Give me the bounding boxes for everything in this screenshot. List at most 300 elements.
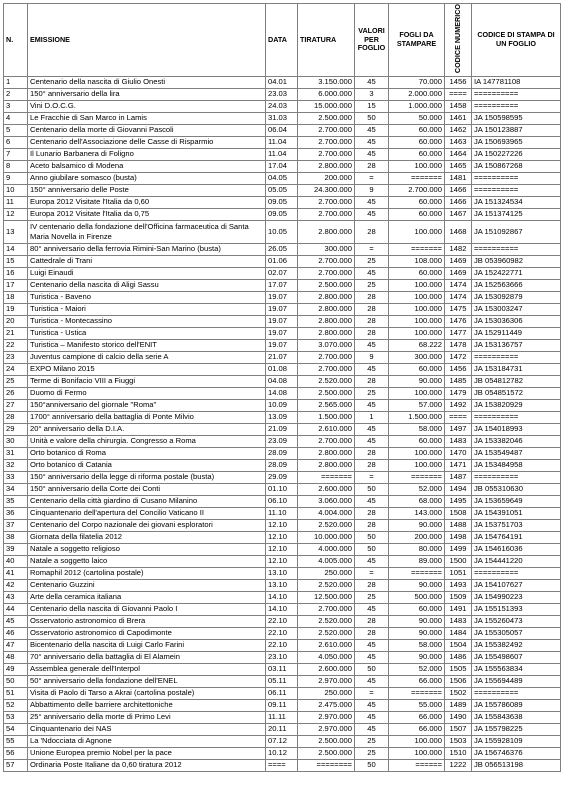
cell-number: 35 [4, 495, 28, 507]
cell-valori: 28 [355, 507, 389, 519]
cell-emissione: 150° anniversario della Corte dei Conti [28, 483, 266, 495]
cell-codice-stampa: JA 154990223 [472, 591, 561, 603]
cell-codice-numerico: 1485 [445, 375, 472, 387]
cell-codice-numerico: 1481 [445, 172, 472, 184]
cell-fogli: 100.000 [389, 327, 445, 339]
cell-codice-stampa: JA 155563834 [472, 663, 561, 675]
cell-data: 28.09 [266, 447, 298, 459]
cell-fogli: 60.000 [389, 267, 445, 279]
cell-tiratura: 2.500.000 [298, 112, 355, 124]
cell-tiratura: 2.475.000 [298, 699, 355, 711]
table-row [4, 603, 561, 615]
cell-emissione: Centenario della morte di Giovanni Pascoli [28, 124, 266, 136]
cell-fogli: ======= [389, 471, 445, 483]
cell-valori: 9 [355, 184, 389, 196]
cell-data: 28.09 [266, 459, 298, 471]
cell-tiratura: 2.800.000 [298, 220, 355, 243]
cell-codice-stampa: JB 055310630 [472, 483, 561, 495]
cell-codice-stampa: JA 155786089 [472, 699, 561, 711]
cell-valori: 45 [355, 423, 389, 435]
cell-valori: 45 [355, 639, 389, 651]
cell-data: 24.03 [266, 100, 298, 112]
cell-codice-stampa: ========== [472, 172, 561, 184]
cell-codice-numerico: 1493 [445, 579, 472, 591]
cell-fogli: 100.000 [389, 387, 445, 399]
cell-codice-stampa: JA 154107627 [472, 579, 561, 591]
cell-data: 11.04 [266, 136, 298, 148]
table-row [4, 711, 561, 723]
cell-emissione: 70° anniversario della battaglia di El Alamein [28, 651, 266, 663]
cell-codice-numerico: 1478 [445, 339, 472, 351]
cell-emissione: Ordinaria Poste Italiane da 0,60 tiratura 2012 [28, 759, 266, 771]
cell-tiratura: 2.700.000 [298, 267, 355, 279]
cell-codice-stampa: ========== [472, 100, 561, 112]
cell-data: 06.10 [266, 495, 298, 507]
cell-data: 22.10 [266, 615, 298, 627]
cell-tiratura: 2.800.000 [298, 327, 355, 339]
cell-codice-numerico: 1471 [445, 459, 472, 471]
cell-emissione: Turistica - Baveno [28, 291, 266, 303]
stamp-issues-table [3, 3, 561, 772]
cell-codice-numerico: 1483 [445, 435, 472, 447]
cell-data: 22.10 [266, 627, 298, 639]
cell-data: 09.05 [266, 196, 298, 208]
cell-emissione: Natale a soggetto religioso [28, 543, 266, 555]
cell-emissione: Centenario Guzzini [28, 579, 266, 591]
cell-codice-numerico: 1465 [445, 160, 472, 172]
cell-valori: 25 [355, 279, 389, 291]
cell-codice-numerico: 1476 [445, 315, 472, 327]
table-row [4, 303, 561, 315]
cell-emissione: Turistica - Ustica [28, 327, 266, 339]
cell-fogli: 66.000 [389, 675, 445, 687]
cell-fogli: 100.000 [389, 291, 445, 303]
cell-codice-stampa: JA 153484958 [472, 459, 561, 471]
cell-valori: 45 [355, 435, 389, 447]
cell-codice-stampa: JA 153136757 [472, 339, 561, 351]
cell-number: 46 [4, 627, 28, 639]
table-row [4, 543, 561, 555]
cell-valori: 28 [355, 627, 389, 639]
cell-fogli: 100.000 [389, 747, 445, 759]
cell-tiratura: 4.050.000 [298, 651, 355, 663]
cell-emissione: Duomo di Fermo [28, 387, 266, 399]
cell-tiratura: 2.800.000 [298, 160, 355, 172]
cell-emissione: Orto botanico di Catania [28, 459, 266, 471]
cell-data: 10.05 [266, 220, 298, 243]
cell-valori: 50 [355, 543, 389, 555]
cell-valori: 28 [355, 160, 389, 172]
cell-codice-stampa: JA 151092867 [472, 220, 561, 243]
cell-tiratura: 4.004.000 [298, 507, 355, 519]
cell-number: 48 [4, 651, 28, 663]
cell-codice-stampa: JA 153549487 [472, 447, 561, 459]
cell-codice-numerico: 1505 [445, 663, 472, 675]
table-row [4, 160, 561, 172]
cell-fogli: 500.000 [389, 591, 445, 603]
cell-codice-stampa: JA 153751703 [472, 519, 561, 531]
cell-data: 04.01 [266, 76, 298, 88]
cell-emissione: Cattedrale di Trani [28, 255, 266, 267]
cell-fogli: 60.000 [389, 124, 445, 136]
cell-number: 42 [4, 579, 28, 591]
cell-data: 13.10 [266, 567, 298, 579]
cell-emissione: Juventus campione di calcio della serie A [28, 351, 266, 363]
cell-tiratura: 4.000.000 [298, 543, 355, 555]
table-row [4, 615, 561, 627]
cell-emissione: IV centenario della fondazione dell'Officina farmaceutica di Santa Maria Novella in Firenze [28, 220, 266, 243]
cell-codice-numerico: 1467 [445, 208, 472, 220]
cell-codice-numerico: 1474 [445, 291, 472, 303]
cell-codice-numerico: 1509 [445, 591, 472, 603]
cell-valori: 25 [355, 591, 389, 603]
cell-codice-stampa: JA 155382492 [472, 639, 561, 651]
table-row [4, 423, 561, 435]
cell-tiratura: 2.520.000 [298, 579, 355, 591]
cell-codice-numerico: 1504 [445, 639, 472, 651]
table-row [4, 435, 561, 447]
cell-number: 47 [4, 639, 28, 651]
cell-fogli: 100.000 [389, 735, 445, 747]
table-row [4, 411, 561, 423]
cell-valori: 50 [355, 112, 389, 124]
cell-valori: 45 [355, 267, 389, 279]
table-row [4, 639, 561, 651]
cell-codice-numerico: 1464 [445, 148, 472, 160]
cell-valori: 45 [355, 399, 389, 411]
table-row [4, 351, 561, 363]
cell-number: 28 [4, 411, 28, 423]
cell-number: 33 [4, 471, 28, 483]
cell-codice-numerico: 1482 [445, 243, 472, 255]
cell-codice-numerico: 1510 [445, 747, 472, 759]
cell-fogli: 58.000 [389, 423, 445, 435]
cell-tiratura: 250.000 [298, 567, 355, 579]
cell-number: 10 [4, 184, 28, 196]
cell-emissione: EXPO Milano 2015 [28, 363, 266, 375]
cell-codice-numerico: 1486 [445, 651, 472, 663]
cell-emissione: Terme di Bonifacio VIII a Fiuggi [28, 375, 266, 387]
table-row [4, 88, 561, 100]
cell-data: 20.11 [266, 723, 298, 735]
cell-fogli: ======= [389, 567, 445, 579]
cell-tiratura: 12.500.000 [298, 591, 355, 603]
cell-codice-numerico: 1508 [445, 507, 472, 519]
cell-fogli: ======= [389, 687, 445, 699]
cell-number: 26 [4, 387, 28, 399]
table-row [4, 267, 561, 279]
cell-codice-stampa: ========== [472, 351, 561, 363]
cell-number: 52 [4, 699, 28, 711]
cell-codice-stampa: JA 155305057 [472, 627, 561, 639]
cell-tiratura: 2.800.000 [298, 303, 355, 315]
cell-data: 04.05 [266, 172, 298, 184]
cell-data: 29.09 [266, 471, 298, 483]
header-codice-numerico [445, 4, 472, 77]
cell-codice-numerico: 1489 [445, 699, 472, 711]
cell-emissione: Centenario dell'Associazione delle Casse di Risparmio [28, 136, 266, 148]
cell-codice-stampa: ========== [472, 567, 561, 579]
table-row [4, 495, 561, 507]
header-data: DATA [266, 4, 298, 77]
cell-number: 11 [4, 196, 28, 208]
cell-codice-stampa: JA 155151393 [472, 603, 561, 615]
cell-tiratura: 2.610.000 [298, 423, 355, 435]
cell-valori: 45 [355, 124, 389, 136]
cell-codice-stampa: JA 155798225 [472, 723, 561, 735]
table-row [4, 483, 561, 495]
table-row [4, 184, 561, 196]
cell-number: 40 [4, 555, 28, 567]
cell-number: 25 [4, 375, 28, 387]
cell-codice-numerico: 1491 [445, 603, 472, 615]
cell-data: 12.10 [266, 531, 298, 543]
cell-fogli: 108.000 [389, 255, 445, 267]
cell-tiratura: 200.000 [298, 172, 355, 184]
cell-valori: 28 [355, 303, 389, 315]
cell-data: 19.07 [266, 291, 298, 303]
cell-data: 09.11 [266, 699, 298, 711]
cell-fogli: 68.000 [389, 495, 445, 507]
cell-tiratura: 2.700.000 [298, 148, 355, 160]
cell-fogli: 100.000 [389, 315, 445, 327]
cell-codice-stampa: JA 150693965 [472, 136, 561, 148]
cell-valori: 25 [355, 747, 389, 759]
cell-data: 19.07 [266, 339, 298, 351]
cell-data: 14.08 [266, 387, 298, 399]
cell-valori: 28 [355, 220, 389, 243]
table-row [4, 507, 561, 519]
cell-data: 31.03 [266, 112, 298, 124]
table-row [4, 172, 561, 184]
cell-codice-numerico: 1497 [445, 423, 472, 435]
cell-fogli: 60.000 [389, 435, 445, 447]
cell-tiratura: 2.970.000 [298, 723, 355, 735]
cell-fogli: 60.000 [389, 136, 445, 148]
cell-fogli: 66.000 [389, 723, 445, 735]
cell-fogli: 200.000 [389, 531, 445, 543]
cell-emissione: 20° anniversario della D.I.A. [28, 423, 266, 435]
cell-emissione: Il Lunario Barbanera di Foligno [28, 148, 266, 160]
cell-tiratura: ======== [298, 759, 355, 771]
cell-emissione: Arte della ceramica italiana [28, 591, 266, 603]
table-row [4, 339, 561, 351]
cell-number: 24 [4, 363, 28, 375]
cell-valori: 45 [355, 363, 389, 375]
cell-fogli: 90.000 [389, 627, 445, 639]
table-row [4, 447, 561, 459]
cell-valori: 45 [355, 148, 389, 160]
cell-tiratura: 4.005.000 [298, 555, 355, 567]
cell-codice-stampa: JA 150867268 [472, 160, 561, 172]
cell-tiratura: 2.610.000 [298, 639, 355, 651]
cell-codice-stampa: JA 153003247 [472, 303, 561, 315]
cell-fogli: 57.000 [389, 399, 445, 411]
cell-emissione: 150° anniversario delle Poste [28, 184, 266, 196]
cell-valori: 45 [355, 495, 389, 507]
cell-codice-stampa: JA 153184731 [472, 363, 561, 375]
cell-data: 17.07 [266, 279, 298, 291]
cell-data: 11.10 [266, 507, 298, 519]
cell-tiratura: 3.060.000 [298, 495, 355, 507]
cell-tiratura: 2.800.000 [298, 459, 355, 471]
cell-data: 12.10 [266, 555, 298, 567]
cell-emissione: Assemblea generale dell'Interpol [28, 663, 266, 675]
cell-emissione: Europa 2012 Visitate l'Italia da 0,75 [28, 208, 266, 220]
cell-tiratura: 15.000.000 [298, 100, 355, 112]
cell-codice-stampa: JA 153092879 [472, 291, 561, 303]
cell-codice-stampa: JA 155843638 [472, 711, 561, 723]
cell-tiratura: 2.500.000 [298, 735, 355, 747]
cell-codice-stampa: JA 151324534 [472, 196, 561, 208]
cell-emissione: La 'Ndocciata di Agnone [28, 735, 266, 747]
table-row [4, 531, 561, 543]
cell-fogli: 100.000 [389, 160, 445, 172]
cell-tiratura: 2.800.000 [298, 315, 355, 327]
cell-tiratura: 2.970.000 [298, 675, 355, 687]
cell-fogli: 143.000 [389, 507, 445, 519]
cell-tiratura: 2.500.000 [298, 279, 355, 291]
cell-codice-stampa: JA 152563666 [472, 279, 561, 291]
cell-data: 12.10 [266, 519, 298, 531]
cell-emissione: Centenario del Corpo nazionale dei giovani esploratori [28, 519, 266, 531]
cell-codice-numerico: 1468 [445, 220, 472, 243]
cell-codice-stampa: JA 153820929 [472, 399, 561, 411]
cell-codice-stampa: JB 054812782 [472, 375, 561, 387]
cell-data: 07.12 [266, 735, 298, 747]
cell-emissione: Turistica - Montecassino [28, 315, 266, 327]
cell-emissione: Osservatorio astronomico di Capodimonte [28, 627, 266, 639]
cell-number: 56 [4, 747, 28, 759]
cell-tiratura: 2.700.000 [298, 351, 355, 363]
table-row [4, 399, 561, 411]
cell-number: 12 [4, 208, 28, 220]
cell-codice-numerico: 1488 [445, 519, 472, 531]
table-row [4, 387, 561, 399]
cell-codice-numerico: 1474 [445, 279, 472, 291]
cell-codice-numerico: 1456 [445, 76, 472, 88]
table-row [4, 759, 561, 771]
cell-number: 16 [4, 267, 28, 279]
cell-number: 38 [4, 531, 28, 543]
cell-codice-stampa: JA 155694489 [472, 675, 561, 687]
table-row [4, 136, 561, 148]
table-row [4, 375, 561, 387]
cell-fogli: 300.000 [389, 351, 445, 363]
cell-number: 14 [4, 243, 28, 255]
cell-codice-stampa: JA 154441220 [472, 555, 561, 567]
cell-codice-stampa: JA 155928109 [472, 735, 561, 747]
cell-number: 30 [4, 435, 28, 447]
cell-valori: 45 [355, 76, 389, 88]
cell-fogli: ======= [389, 243, 445, 255]
cell-valori: 45 [355, 699, 389, 711]
cell-number: 8 [4, 160, 28, 172]
header-n: N. [4, 4, 28, 77]
cell-emissione: Osservatorio astronomico di Brera [28, 615, 266, 627]
table-row [4, 112, 561, 124]
cell-number: 3 [4, 100, 28, 112]
cell-data: 22.10 [266, 639, 298, 651]
cell-codice-numerico: 1484 [445, 627, 472, 639]
cell-tiratura: 2.500.000 [298, 387, 355, 399]
cell-emissione: 25° anniversario della morte di Primo Levi [28, 711, 266, 723]
cell-codice-numerico: 1490 [445, 711, 472, 723]
cell-fogli: 60.000 [389, 196, 445, 208]
cell-data: 01.06 [266, 255, 298, 267]
cell-valori: 45 [355, 723, 389, 735]
cell-codice-stampa: JA 151374125 [472, 208, 561, 220]
cell-data: 26.05 [266, 243, 298, 255]
cell-codice-numerico: 1461 [445, 112, 472, 124]
cell-emissione: Romaphil 2012 (cartolina postale) [28, 567, 266, 579]
cell-valori: 28 [355, 327, 389, 339]
table-row [4, 315, 561, 327]
cell-fogli: 100.000 [389, 220, 445, 243]
cell-number: 49 [4, 663, 28, 675]
cell-number: 34 [4, 483, 28, 495]
cell-valori: 50 [355, 759, 389, 771]
cell-tiratura: 2.800.000 [298, 447, 355, 459]
cell-number: 44 [4, 603, 28, 615]
table-row [4, 735, 561, 747]
cell-valori: 45 [355, 196, 389, 208]
cell-emissione: Bicentenario della nascita di Luigi Carlo Farini [28, 639, 266, 651]
table-row [4, 327, 561, 339]
cell-codice-numerico: 1456 [445, 363, 472, 375]
table-row [4, 699, 561, 711]
cell-fogli: 100.000 [389, 279, 445, 291]
cell-emissione: Orto botanico di Roma [28, 447, 266, 459]
cell-valori: = [355, 243, 389, 255]
cell-valori: 28 [355, 447, 389, 459]
cell-tiratura: 2.520.000 [298, 375, 355, 387]
cell-data: 12.10 [266, 543, 298, 555]
cell-number: 7 [4, 148, 28, 160]
cell-data: 10.09 [266, 399, 298, 411]
cell-fogli: 52.000 [389, 663, 445, 675]
cell-data: 01.08 [266, 363, 298, 375]
cell-codice-numerico: 1466 [445, 196, 472, 208]
cell-tiratura: 2.520.000 [298, 615, 355, 627]
cell-tiratura: 2.700.000 [298, 136, 355, 148]
cell-number: 13 [4, 220, 28, 243]
cell-data: 14.10 [266, 603, 298, 615]
table-row [4, 663, 561, 675]
table-row [4, 723, 561, 735]
cell-codice-numerico: 1470 [445, 447, 472, 459]
cell-emissione: Unione Europea premio Nobel per la pace [28, 747, 266, 759]
cell-data: 23.03 [266, 88, 298, 100]
cell-emissione: Centenario della nascita di Giovanni Paolo I [28, 603, 266, 615]
cell-codice-stampa: JA 156746376 [472, 747, 561, 759]
cell-codice-numerico: 1469 [445, 267, 472, 279]
cell-tiratura: 2.700.000 [298, 196, 355, 208]
cell-codice-stampa: JA 154018993 [472, 423, 561, 435]
cell-number: 23 [4, 351, 28, 363]
cell-tiratura: 300.000 [298, 243, 355, 255]
header-tiratura: TIRATURA [298, 4, 355, 77]
cell-data: 06.04 [266, 124, 298, 136]
table-row [4, 148, 561, 160]
cell-tiratura: 2.520.000 [298, 519, 355, 531]
cell-emissione: 80° anniversario della ferrovia Rimini-San Marino (busta) [28, 243, 266, 255]
cell-codice-numerico: 1479 [445, 387, 472, 399]
cell-data: 19.07 [266, 303, 298, 315]
cell-emissione: Visita di Paolo di Tarso a Akrai (cartolina postale) [28, 687, 266, 699]
cell-number: 6 [4, 136, 28, 148]
cell-emissione: Aceto balsamico di Modena [28, 160, 266, 172]
